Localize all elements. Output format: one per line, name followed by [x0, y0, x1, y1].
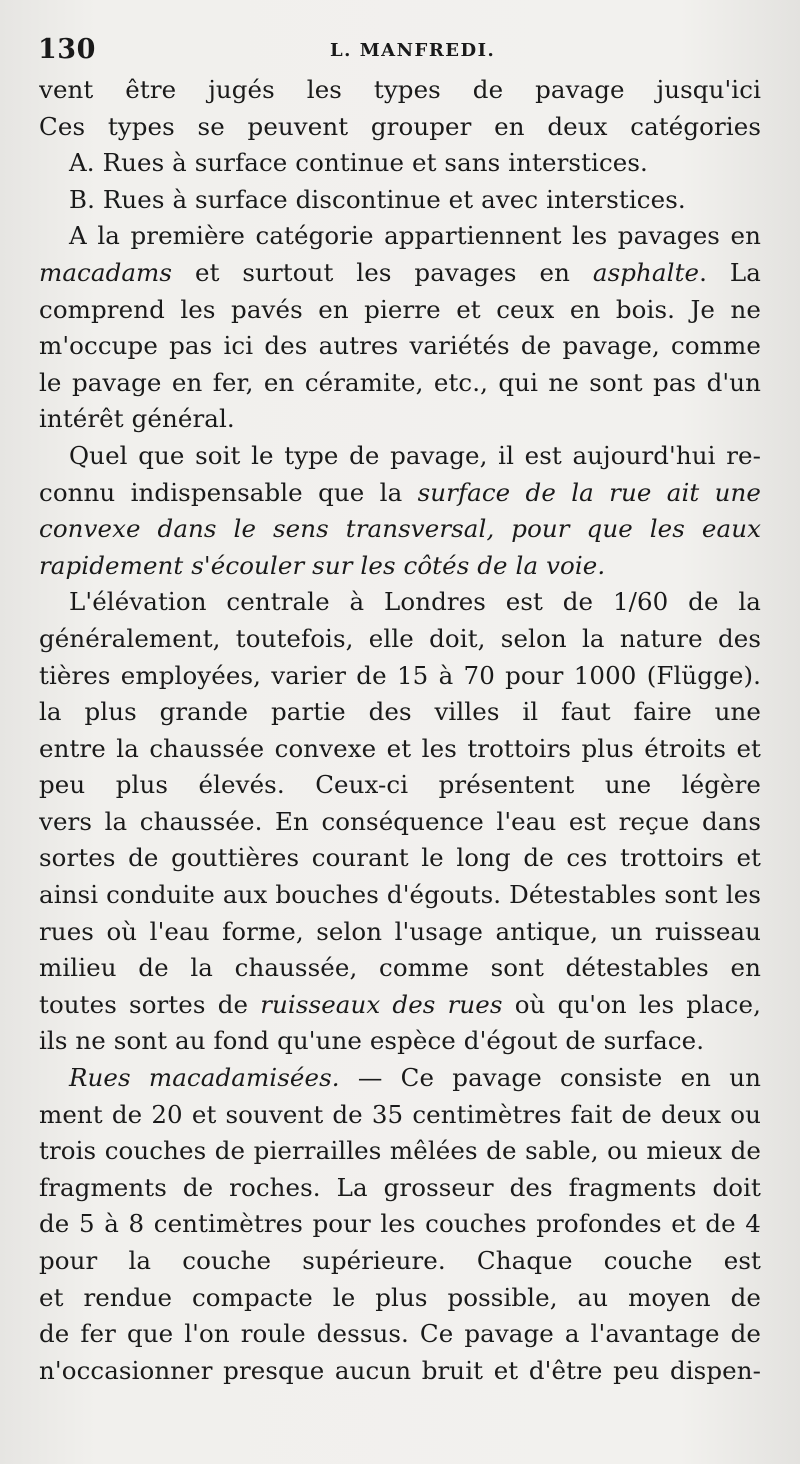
text-line — [39, 511, 761, 548]
text-line — [39, 72, 761, 109]
text-segment: entre la chaussée convexe et les trottoirs plus étroits et — [39, 733, 761, 763]
text-segment: — Ce pavage consiste en un — [357, 1063, 761, 1093]
text-segment: Quel que soit le type de pavage, il est aujourd'hui re- — [69, 440, 761, 470]
text-line — [39, 548, 761, 585]
text-segment: peu plus élevés. Ceux-ci présentent une légère — [39, 770, 761, 800]
text-line — [39, 1206, 761, 1243]
text-segment: . La — [699, 257, 761, 287]
text-segment: intérêt général. — [39, 404, 235, 434]
text-segment-italic: ruisseaux des rues — [260, 989, 503, 1019]
text-segment: la plus grande partie des villes il faut faire une — [39, 697, 761, 727]
text-line — [39, 292, 761, 329]
text-line — [39, 804, 761, 841]
text-line — [39, 1280, 761, 1317]
text-segment: Ces types se peuvent grouper en deux catégories — [39, 111, 761, 141]
body-text — [39, 72, 761, 1389]
text-line — [39, 1353, 761, 1390]
text-segment: connu indispensable que la — [39, 477, 418, 507]
text-segment-italic: Rues macadamisées. — [69, 1063, 340, 1093]
text-line — [39, 438, 761, 475]
text-segment-italic: macadams — [39, 257, 173, 287]
text-segment: où qu'on les place, — [514, 989, 761, 1019]
text-segment: toutes sortes de — [39, 989, 261, 1019]
text-line — [39, 328, 761, 365]
text-segment-italic: asphalte — [592, 257, 700, 287]
text-line — [39, 658, 761, 695]
text-line — [39, 401, 761, 438]
text-line — [39, 584, 761, 621]
text-line — [39, 621, 761, 658]
text-line — [39, 731, 761, 768]
text-line — [39, 767, 761, 804]
text-segment: généralement, toutefois, elle doit, selon la nature des — [39, 623, 761, 653]
text-segment: comprend les pavés en pierre et ceux en bois. Je ne — [39, 294, 761, 324]
text-segment: de fer que l'on roule dessus. Ce pavage a l'avantage de — [39, 1319, 761, 1349]
text-segment: m'occupe pas ici des autres variétés de pavage, comme — [39, 331, 761, 361]
text-segment: de 5 à 8 centimètres pour les couches profondes et de 4 — [39, 1209, 761, 1239]
text-line — [39, 950, 761, 987]
text-line — [39, 914, 761, 951]
text-segment: pour la couche supérieure. Chaque couche est — [39, 1246, 761, 1275]
text-line — [39, 145, 761, 182]
text-segment: A. Rues à surface continue et sans interstices. — [69, 148, 648, 178]
text-line — [39, 1023, 761, 1060]
text-segment: n'occasionner presque aucun bruit et d'être peu dispen- — [39, 1355, 761, 1385]
text-segment: vent être jugés les types de pavage jusqu'ici — [39, 75, 761, 104]
text-line — [39, 1097, 761, 1134]
text-segment: et rendue compacte le plus possible, au moyen de — [39, 1282, 761, 1312]
page-header — [38, 34, 760, 70]
text-segment: ils ne sont au fond qu'une espèce d'égout de surface. — [39, 1026, 705, 1056]
text-line — [39, 1060, 761, 1097]
text-line — [39, 182, 761, 219]
running-head: L. MANFREDI. — [330, 40, 496, 61]
text-segment: le pavage en fer, en céramite, etc., qui ne sont pas d'un — [39, 367, 761, 397]
text-segment: L'élévation centrale à Londres est de 1/60 de la — [69, 587, 761, 617]
text-segment: et surtout les pavages en — [172, 257, 593, 287]
text-line — [39, 987, 761, 1024]
text-segment-italic: surface de la rue ait une — [417, 477, 761, 507]
text-line — [39, 1316, 761, 1353]
text-line — [39, 109, 761, 146]
text-segment: sortes de gouttières courant le long de ces trottoirs et — [39, 843, 761, 873]
text-segment: vers la chaussée. En conséquence l'eau est reçue dans — [39, 806, 761, 836]
text-line — [39, 877, 761, 914]
text-segment: milieu de la chaussée, comme sont détestables en — [39, 953, 761, 983]
text-segment: A la première catégorie appartiennent les pavages en — [69, 221, 761, 251]
text-segment: trois couches de pierrailles mêlées de sable, ou mieux de — [39, 1136, 761, 1166]
text-segment: ainsi conduite aux bouches d'égouts. Détestables sont les — [39, 880, 761, 910]
text-line — [39, 365, 761, 402]
text-segment: B. Rues à surface discontinue et avec interstices. — [69, 184, 686, 214]
text-line — [39, 840, 761, 877]
text-line — [39, 218, 761, 255]
text-line — [39, 475, 761, 512]
text-segment-italic: rapidement s'écouler sur les côtés de la voie. — [39, 550, 606, 580]
text-segment: fragments de roches. La grosseur des fragments doit — [39, 1172, 761, 1202]
text-line — [39, 1133, 761, 1170]
text-line — [39, 255, 761, 292]
page-number: 130 — [38, 34, 96, 65]
text-line — [39, 1243, 761, 1280]
text-segment: ment de 20 et souvent de 35 centimètres fait de deux ou — [39, 1099, 761, 1129]
text-line — [39, 1170, 761, 1207]
text-segment: rues où l'eau forme, selon l'usage antique, un ruisseau — [39, 916, 761, 946]
text-segment: tières employées, varier de 15 à 70 pour 1000 (Flügge). — [39, 660, 761, 690]
text-segment-italic: convexe dans le sens transversal, pour que les eaux — [39, 514, 761, 544]
text-line — [39, 694, 761, 731]
